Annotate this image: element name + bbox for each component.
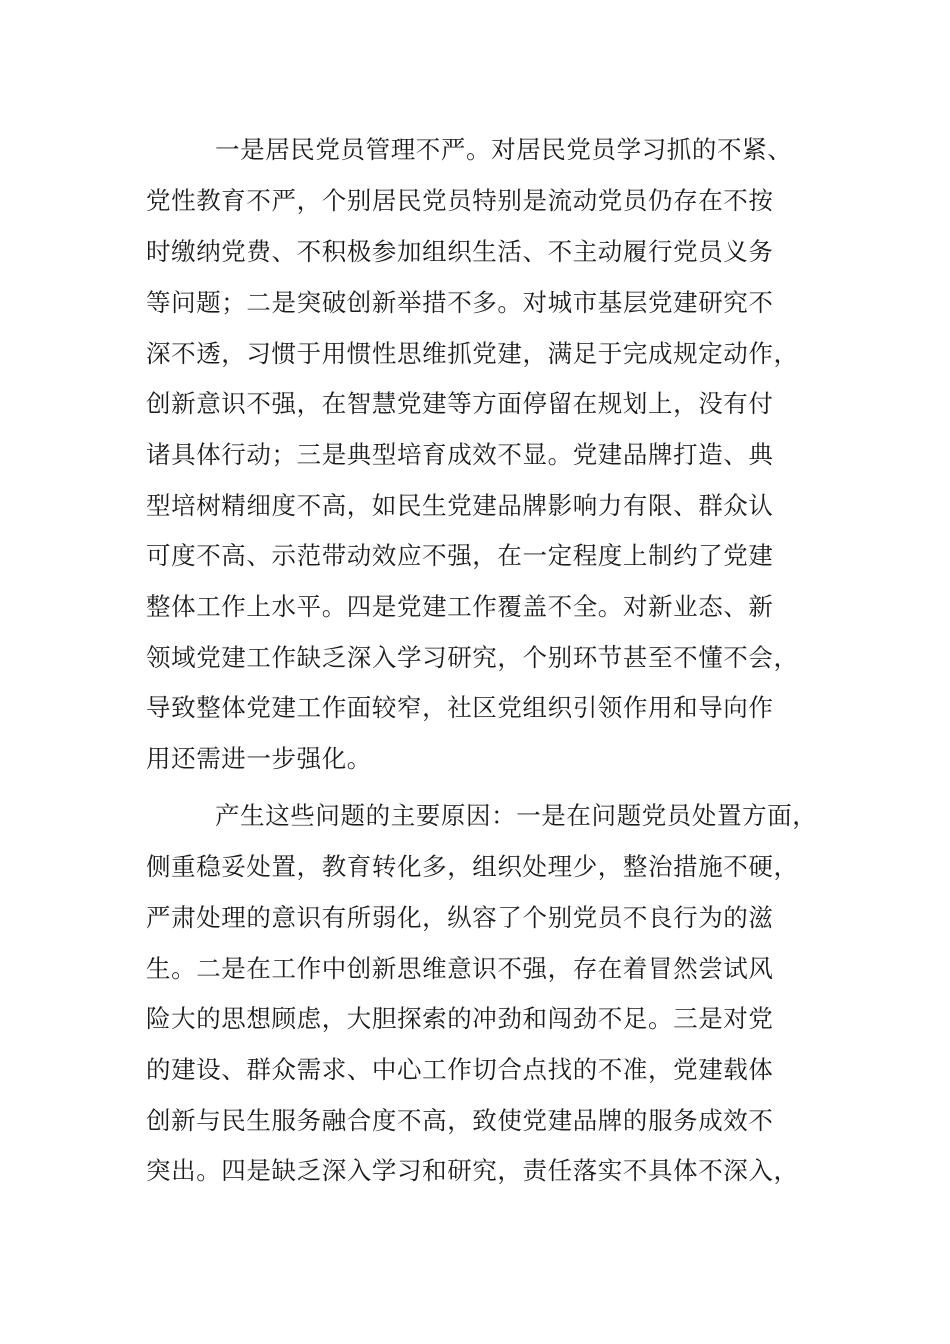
text-line: 严肃处理的意识有所弱化，纵容了个别党员不良行为的滋 xyxy=(146,903,774,932)
text-line: 等问题；二是突破创新举措不多。对城市基层党建研究不 xyxy=(146,288,774,317)
text-line: 整体工作上水平。四是党建工作覆盖不全。对新业态、新 xyxy=(146,592,774,621)
text-line: 的建设、群众需求、中心工作切合点找的不准，党建载体 xyxy=(146,1055,774,1084)
text-line: 诸具体行动；三是典型培育成效不显。党建品牌打造、典 xyxy=(146,440,774,469)
text-line: 时缴纳党费、不积极参加组织生活、不主动履行党员义务 xyxy=(146,237,774,266)
text-line: 一是居民党员管理不严。对居民党员学习抓的不紧、 xyxy=(215,135,793,164)
text-line: 创新意识不强，在智慧党建等方面停留在规划上，没有付 xyxy=(146,389,774,418)
text-line: 创新与民生服务融合度不高，致使党建品牌的服务成效不 xyxy=(146,1106,774,1135)
text-line: 导致整体党建工作面较窄，社区党组织引领作用和导向作 xyxy=(146,693,774,722)
text-line: 用还需进一步强化。 xyxy=(146,744,372,773)
text-line: 生。二是在工作中创新思维意识不强，存在着冒然尝试风 xyxy=(146,954,774,983)
text-line: 深不透，习惯于用惯性思维抓党建，满足于完成规定动作， xyxy=(146,339,799,368)
text-line: 可度不高、示范带动效应不强，在一定程度上制约了党建 xyxy=(146,541,774,570)
text-line: 险大的思想顾虑，大胆探索的冲劲和闯劲不足。三是对党 xyxy=(146,1004,774,1033)
text-line: 型培树精细度不高，如民生党建品牌影响力有限、群众认 xyxy=(146,491,774,520)
text-line: 产生这些问题的主要原因：一是在问题党员处置方面， xyxy=(215,801,818,830)
text-line: 侧重稳妥处置，教育转化多，组织处理少，整治措施不硬， xyxy=(146,852,799,881)
text-line: 突出。四是缺乏深入学习和研究，责任落实不具体不深入， xyxy=(146,1156,799,1185)
text-line: 领域党建工作缺乏深入学习研究，个别环节甚至不懂不会， xyxy=(146,643,799,672)
text-line: 党性教育不严，个别居民党员特别是流动党员仍存在不按 xyxy=(146,186,774,215)
